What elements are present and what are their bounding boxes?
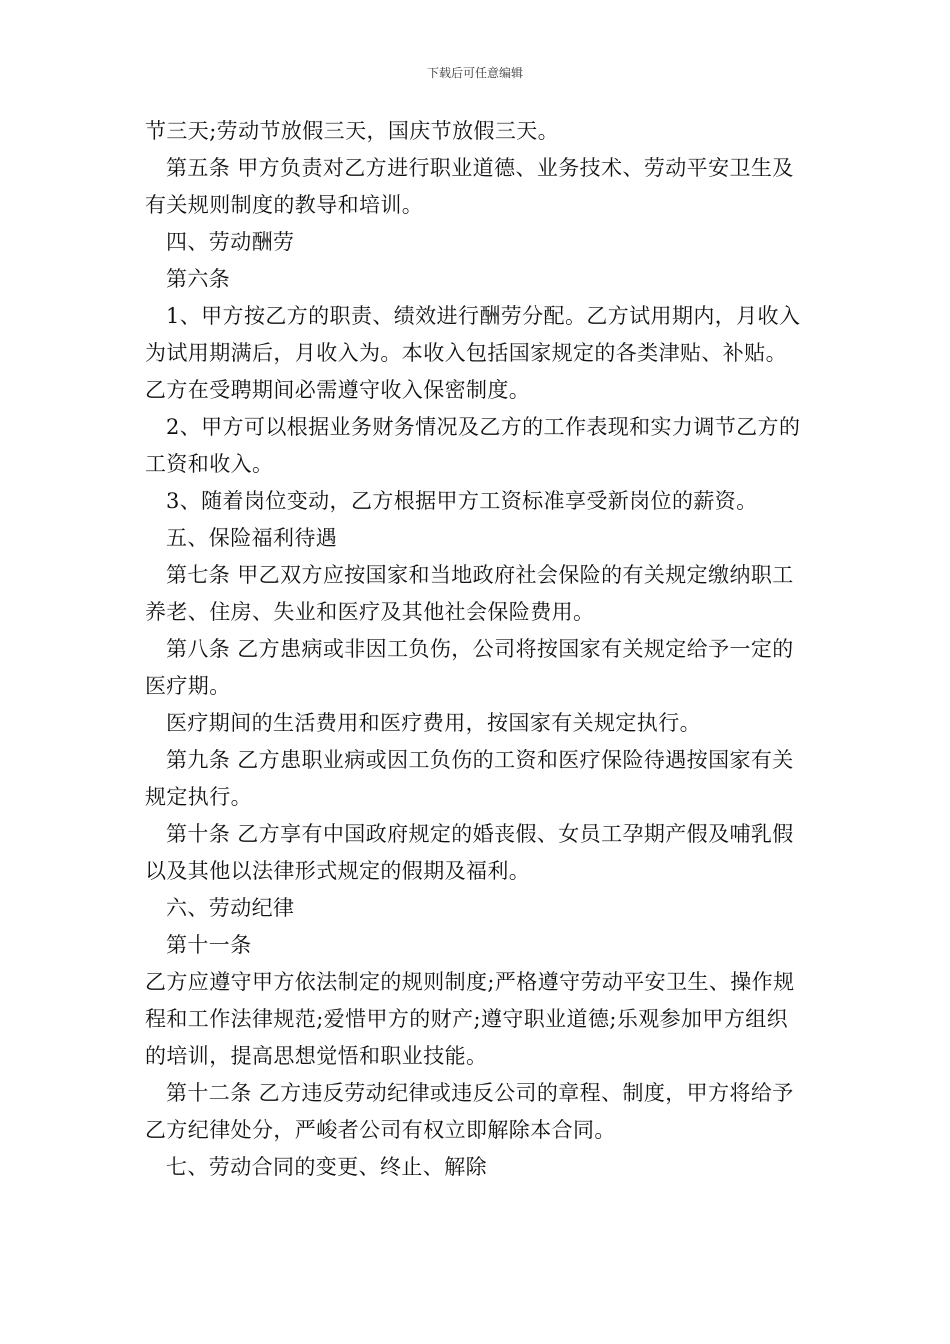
page-header: 下载后可任意编辑: [426, 66, 523, 80]
paragraph: 医疗期间的生活费用和医疗费用，按国家有关规定执行。: [166, 711, 701, 735]
paragraph: 节三天;劳动节放假三天，国庆节放假三天。: [145, 119, 560, 143]
paragraph: 第十二条 乙方违反劳动纪律或违反公司的章程、制度，甲方将给予乙方纪律处分，严峻者公司有权立即解除本合同。: [145, 1081, 794, 1142]
paragraph: 2、甲方可以根据业务财务情况及乙方的工作表现和实力调节乙方的工资和收入。: [145, 415, 801, 476]
article-heading: 第十一条: [166, 933, 252, 957]
section-heading: 四、劳动酬劳: [166, 230, 295, 254]
paragraph: 第九条 乙方患职业病或因工负伤的工资和医疗保险待遇按国家有关规定执行。: [145, 748, 794, 809]
section-heading: 五、保险福利待遇: [166, 526, 338, 550]
section-heading: 七、劳动合同的变更、终止、解除: [166, 1155, 487, 1179]
paragraph: 乙方应遵守甲方依法制定的规则制度;严格遵守劳动平安卫生、操作规程和工作法律规范;爱惜甲方的财产;遵守职业道德;乐观参加甲方组织的培训，提高思想觉悟和职业技能。: [145, 970, 795, 1068]
paragraph: 第十条 乙方享有中国政府规定的婚丧假、女员工孕期产假及哺乳假以及其他以法律形式规定的假期及福利。: [145, 822, 794, 883]
paragraph: 1、甲方按乙方的职责、绩效进行酬劳分配。乙方试用期内，月收入为试用期满后，月收入为。本收入包括国家规定的各类津贴、补贴。乙方在受聘期间必需遵守收入保密制度。: [145, 304, 801, 402]
document-body: [145, 113, 807, 1186]
paragraph: 第七条 甲乙双方应按国家和当地政府社会保险的有关规定缴纳职工养老、住房、失业和医疗及其他社会保险费用。: [145, 563, 794, 624]
article-heading: 第六条: [166, 267, 231, 291]
paragraph: 第八条 乙方患病或非因工负伤，公司将按国家有关规定给予一定的医疗期。: [145, 637, 794, 698]
section-heading: 六、劳动纪律: [166, 896, 295, 920]
paragraph: 3、随着岗位变动，乙方根据甲方工资标准享受新岗位的薪资。: [166, 489, 758, 513]
paragraph: 第五条 甲方负责对乙方进行职业道德、业务技术、劳动平安卫生及有关规则制度的教导和培训。: [145, 156, 794, 217]
